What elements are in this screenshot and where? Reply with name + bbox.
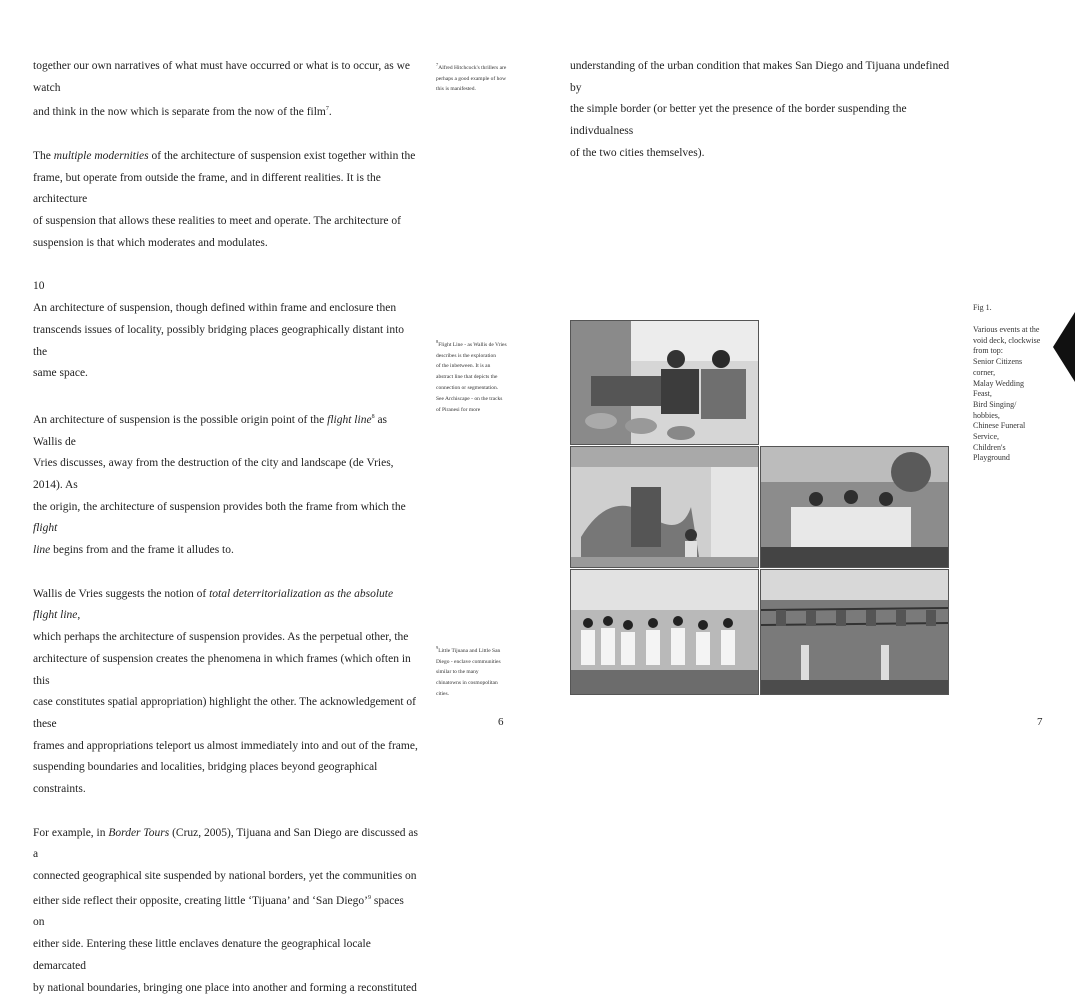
- right-page-body: [570, 56, 960, 165]
- paragraph-4: An architecture of suspension is the possible origin point of the flight line$^8$ as Wallis de: [33, 407, 418, 453]
- footnote-ref-7: 7: [326, 106, 329, 112]
- paragraph-3-line: An architecture of suspension, though defined within frame and enclosure then: [33, 298, 418, 320]
- footnote-ref-9: 9: [368, 895, 371, 901]
- childrens-playground-photo: [570, 446, 759, 568]
- paragraph-4-line: Vries discusses, away from the destruction of the city and landscape (de Vries, 2014). As: [33, 453, 418, 496]
- footnote-ref-8: 8: [372, 414, 375, 420]
- page-number-left: 6: [498, 716, 504, 728]
- paragraph-5-line: case constitutes spatial appropriation) highlight the other. The acknowledgement of these: [33, 692, 418, 735]
- photo-illustration: [761, 447, 949, 568]
- paragraph-6-line: either side. Entering these little enclaves denature the geographical locale demarcated: [33, 934, 418, 977]
- right-text-line: understanding of the urban condition that makes San Diego and Tijuana undefined by: [570, 56, 960, 99]
- senior-citizens-corner-photo: [570, 320, 759, 445]
- photo-illustration: [761, 570, 949, 695]
- footnote-8: $^8$Flight Line - as Wallis de Vries describes is the exploration of the inbetween. It is an abstract line that depicts the connection or segmentation. See Archiscape - on the tracks of Piranesi for more: [436, 337, 514, 415]
- paragraph-5: Wallis de Vries suggests the notion of total deterritorialization as the absolute flight line,: [33, 584, 418, 627]
- left-page-body: [33, 56, 418, 999]
- paragraph-5-line: which perhaps the architecture of suspension provides. As the perpetual other, the: [33, 627, 418, 649]
- paragraph-2: The multiple modernities of the architecture of suspension exist together within the: [33, 146, 418, 168]
- paragraph-5-line: suspending boundaries and localities, bridging places beyond geographical constraints.: [33, 757, 418, 800]
- photo-illustration: [571, 447, 759, 568]
- paragraph-1: together our own narratives of what must have occurred or what is to occur, as we watch: [33, 56, 418, 99]
- footnote-7: $^7$Alfred Hitchcock's thrillers are perhaps a good example of how this is manifested.: [436, 60, 514, 95]
- chinese-funeral-service-photo: [570, 569, 759, 695]
- paragraph-4-line: the origin, the architecture of suspension provides both the frame from which the flight: [33, 497, 418, 540]
- paragraph-6-line: by national boundaries, bringing one place into another and forming a reconstituted: [33, 978, 418, 999]
- paragraph-3-line: same space.: [33, 363, 418, 385]
- footnote-9: $^9$Little Tijuana and Little San Diego - enclave communities similar to the many chinatowns in cosmopolitan cities.: [436, 643, 514, 700]
- paragraph-3-line: transcends issues of locality, possibly bridging places geographically distant into the: [33, 320, 418, 363]
- paragraph-6-line: connected geographical site suspended by national borders, yet the communities on: [33, 866, 418, 888]
- right-text-line: the simple border (or better yet the presence of the border suspending the indivdualness: [570, 99, 960, 142]
- paragraph-1-cont: and think in the now which is separate from the now of the film$^7$.: [33, 99, 418, 124]
- figure-caption: Various events at the void deck, clockwise from top: Senior Citizens corner, Malay Wedding Feast, Bird Singing/ hobbies, Chinese Funeral Service, Children's Playground: [973, 325, 1045, 464]
- photo-illustration: [571, 321, 759, 445]
- page-tab-arrow-icon: [1053, 312, 1075, 382]
- section-number: 10: [33, 276, 418, 298]
- malay-wedding-feast-photo: [760, 446, 949, 568]
- page-number-right: 7: [1037, 716, 1043, 728]
- paragraph-2-line: of suspension that allows these realities to meet and operate. The architecture of: [33, 211, 418, 233]
- paragraph-6: For example, in Border Tours (Cruz, 2005), Tijuana and San Diego are discussed as a: [33, 823, 418, 866]
- bird-singing-photo: [760, 569, 949, 695]
- paragraph-5-line: frames and appropriations teleport us almost immediately into and out of the frame,: [33, 736, 418, 758]
- right-text-line: of the two cities themselves).: [570, 143, 960, 165]
- paragraph-6-line: either side reflect their opposite, creating little ‘Tijuana’ and ‘San Diego’$^9$ spaces on: [33, 888, 418, 934]
- paragraph-4-line: line begins from and the frame it alludes to.: [33, 540, 418, 562]
- figure-label: Fig 1.: [973, 303, 1045, 314]
- paragraph-5-line: architecture of suspension creates the phenomena in which frames (which often in this: [33, 649, 418, 692]
- photo-illustration: [571, 570, 759, 695]
- paragraph-2-line: suspension is that which moderates and modulates.: [33, 233, 418, 255]
- paragraph-2-line: frame, but operate from outside the frame, and in different realities. It is the architecture: [33, 168, 418, 211]
